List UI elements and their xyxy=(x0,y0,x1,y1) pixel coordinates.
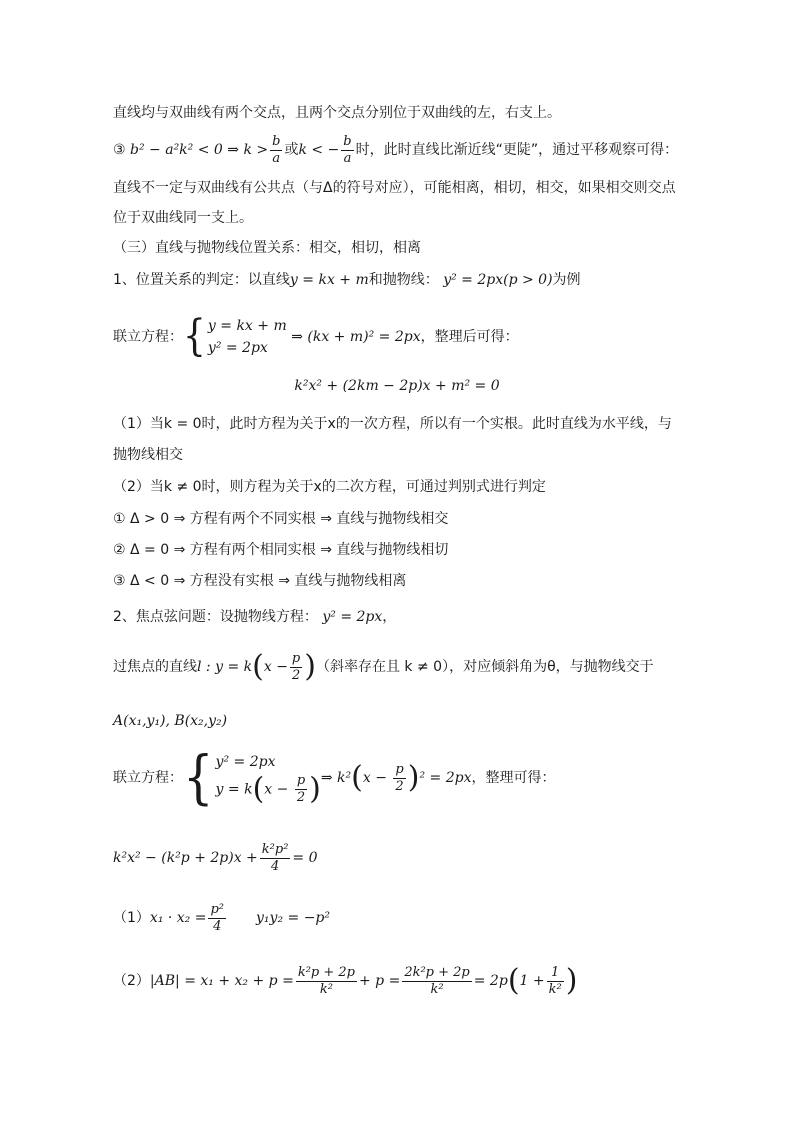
condition-3-line: ③ b² − a²k² < 0 ⇒ k > $\frac{b}{a}$ 或k < − $\frac{b}{a}$ 时，此时直线比渐近线“更陡”，通过平移观察可得： xyxy=(113,133,679,166)
inequality: b² − a²k² < 0 ⇒ k > xyxy=(130,142,269,158)
case-3: ③ Δ < 0 ⇒ 方程没有实根 ⇒ 直线与抛物线相离 xyxy=(113,573,407,589)
equation-system-1: 联立方程：{ y = kx + m y² = 2px ⇒ (kx + m)² = 2px，整理后可得： xyxy=(113,311,519,361)
text-line: 直线均与双曲线有两个交点，且两个交点分别位于双曲线的左，右支上。 xyxy=(113,105,561,121)
text-line: （2）当k ≠ 0时，则方程为关于x的二次方程，可通过判别式进行判定 xyxy=(113,479,546,495)
text-line: 直线不一定与双曲线有公共点（与Δ的符号对应），可能相离，相切，相交，如果相交则交点 xyxy=(113,180,676,196)
text-line: 2、焦点弦问题：设抛物线方程： y² = 2px， xyxy=(113,609,397,625)
quadratic-equation: k²x² + (2km − 2p)x + m² = 0 xyxy=(294,378,500,394)
result-2: （2）|AB| = x₁ + x₂ + p = $\frac{\text{k²p + 2p}}{\text{k²}}$ + p = $\frac{\text{2k²p + 2p}}{\text{k²}}$ = 2p(1 + $\frac{1}{\text{k²}}$ ) xyxy=(113,963,578,998)
case-1: ① Δ > 0 ⇒ 方程有两个不同实根 ⇒ 直线与抛物线相交 xyxy=(113,511,449,527)
case-2: ② Δ = 0 ⇒ 方程有两个相同实根 ⇒ 直线与抛物线相切 xyxy=(113,542,449,558)
brace: { xyxy=(183,311,206,361)
expanded-equation: k²x² − (k²p + 2p)x + $\frac{\text{k²p²}}{4}$ = 0 xyxy=(113,841,318,874)
section-heading: （三）直线与抛物线位置关系：相交，相切，相离 xyxy=(113,240,421,256)
result-1: （1）x₁ · x₂ = $\frac{\text{p²}}{4}$ y₁y₂ = −p² xyxy=(113,901,330,934)
text-line: 抛物线相交 xyxy=(113,447,183,463)
text-line: 位于双曲线同一支上。 xyxy=(113,210,253,226)
text-line: （1）当k = 0时，此时方程为关于x的一次方程，所以有一个实根。此时直线为水平线，与 xyxy=(113,416,672,432)
text-line: 1、位置关系的判定：以直线y = kx + m和抛物线： y² = 2px(p > 0)为例 xyxy=(113,272,581,288)
fraction-b-over-a: $\frac{b}{a}$ xyxy=(272,133,281,166)
fraction-b-over-a-2: $\frac{b}{a}$ xyxy=(343,133,352,166)
circled-3: ③ xyxy=(113,142,131,158)
focal-line: 过焦点的直线l : y = k(x − $\frac{p}{2}$ )（斜率存在且 k ≠ 0），对应倾斜角为θ，与抛物线交于 xyxy=(113,649,654,684)
points-ab: A(x₁,y₁), B(x₂,y₂) xyxy=(113,713,228,729)
equation-system-2: 联立方程：{ y² = 2px y = k(x − $\frac{p}{2}$ ) ⇒ k²(x − $\frac{p}{2}$ )² = 2px，整理可得： xyxy=(113,744,556,812)
